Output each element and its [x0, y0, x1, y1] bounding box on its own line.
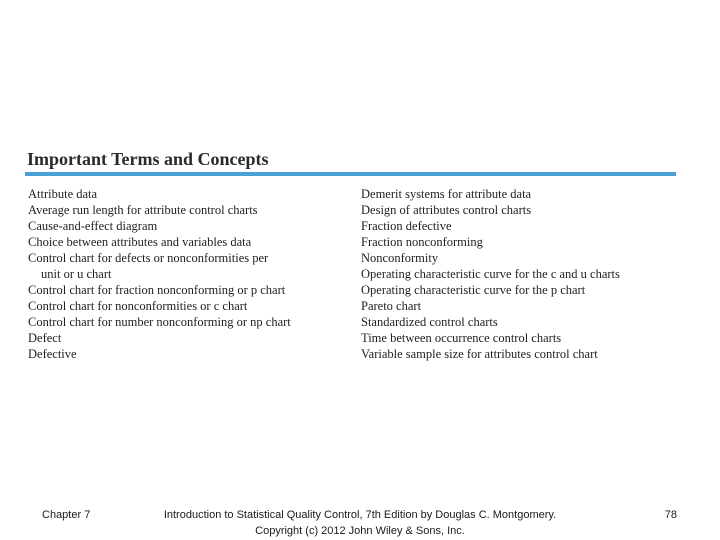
- term-item: unit or u chart: [41, 267, 112, 281]
- term-item: Demerit systems for attribute data: [361, 187, 532, 201]
- footer-citation-line-2: Copyright (c) 2012 John Wiley & Sons, Inc.: [255, 525, 465, 537]
- term-item: Pareto chart: [361, 299, 422, 313]
- term-item: Fraction defective: [361, 219, 452, 233]
- term-item: Fraction nonconforming: [361, 235, 483, 249]
- term-item: Control chart for defects or nonconformities per: [28, 251, 269, 265]
- term-item: Average run length for attribute control charts: [28, 203, 258, 217]
- term-item: Attribute data: [28, 187, 98, 201]
- term-item: Cause-and-effect diagram: [28, 219, 158, 233]
- footer-page-number: 78: [664, 509, 677, 521]
- term-item: Standardized control charts: [361, 315, 498, 329]
- term-item: Defective: [28, 347, 77, 361]
- terms-left-column: [28, 186, 348, 362]
- term-item: Control chart for number nonconforming or np chart: [28, 315, 291, 329]
- term-item: Choice between attributes and variables data: [28, 235, 252, 249]
- term-item: Defect: [28, 331, 62, 345]
- term-item: Operating characteristic curve for the p chart: [361, 283, 586, 297]
- term-item: Variable sample size for attributes control chart: [361, 347, 598, 361]
- term-item: Time between occurrence control charts: [361, 331, 562, 345]
- term-item: Nonconformity: [361, 251, 439, 265]
- slide-title: Important Terms and Concepts: [27, 149, 269, 169]
- terms-right-column: [361, 186, 691, 362]
- term-item: Control chart for nonconformities or c chart: [28, 299, 248, 313]
- term-item: Operating characteristic curve for the c and u charts: [361, 267, 620, 281]
- term-item: Control chart for fraction nonconforming or p chart: [28, 283, 286, 297]
- footer-citation-line-1: Introduction to Statistical Quality Control, 7th Edition by Douglas C. Montgomery.: [163, 509, 557, 521]
- term-item: Design of attributes control charts: [361, 203, 532, 217]
- footer-citation: [140, 507, 580, 539]
- title-underline: [25, 172, 676, 176]
- footer-chapter: Chapter 7: [42, 509, 91, 521]
